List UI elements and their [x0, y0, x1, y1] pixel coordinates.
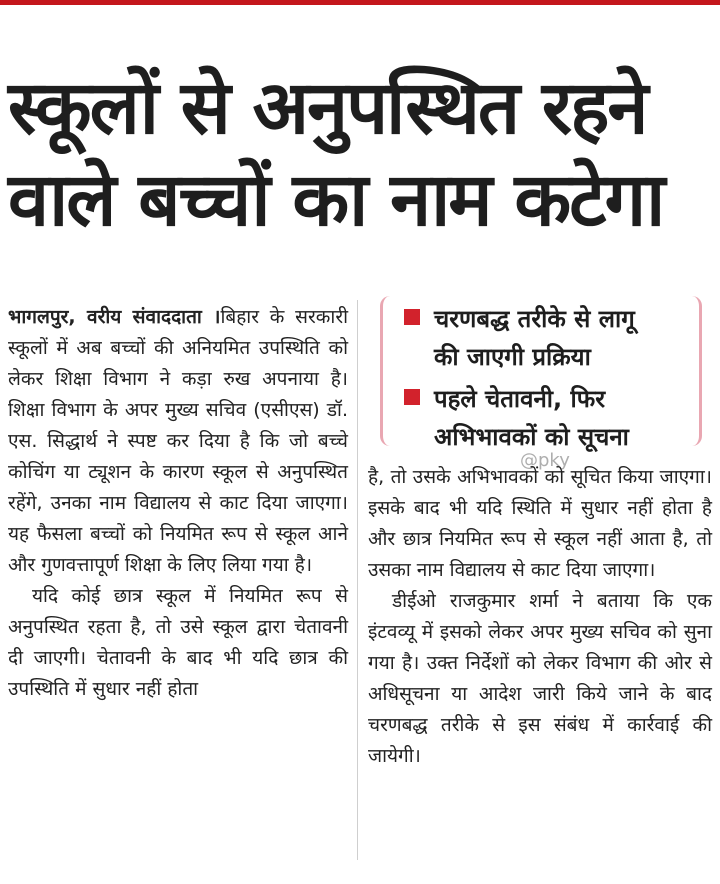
highlight-item-2 [404, 380, 629, 456]
red-square-bullet-icon [404, 389, 420, 405]
red-square-bullet-icon [404, 309, 420, 325]
highlight-1-line-2: की जाएगी प्रक्रिया [434, 343, 591, 371]
highlight-2-line-1: पहले चेतावनी, फिर [434, 385, 606, 413]
watermark: @pky [520, 450, 570, 471]
bracket-left [380, 296, 391, 446]
dateline: भागलपुर, वरीय संवाददाता । [8, 306, 221, 328]
article-paragraph-1 [8, 302, 348, 581]
highlight-item-1 [404, 300, 635, 376]
headline-line-1: स्कूलों से अनुपस्थित रहने [8, 65, 647, 151]
article-paragraph-2-continued: है, तो उसके अभिभावकों को सूचित किया जाएगा। इसके बाद भी यदि स्थिति में सुधार नहीं होता है और छात्र नियमित रूप से स्कूल नहीं आता है, तो उसका नाम विद्यालय से काट दिया जाएगा। [368, 466, 712, 581]
column-divider [357, 300, 358, 860]
headline [8, 62, 712, 246]
bracket-right [691, 296, 702, 446]
paragraph-1-text: बिहार के सरकारी स्कूलों में अब बच्चों की अनियमित उपस्थिति को लेकर शिक्षा विभाग ने कड़ा रुख अपनाया है। शिक्षा विभाग के अपर मुख्य सचिव (एसीएस) डॉ. एस. सिद्धार्थ ने स्पष्ट कर दिया है कि जो बच्चे कोचिंग या ट्यूशन के कारण स्कूल से अनुपस्थित रहेंगे, उनका नाम विद्यालय से काट दिया जाएगा। यह फैसला बच्चों को नियमित रूप से स्कूल आने और गुणवत्तापूर्ण शिक्षा के लिए लिया गया है। [8, 306, 349, 576]
highlight-2-line-2: अभिभावकों को सूचना [434, 423, 629, 451]
article-left-column [8, 302, 348, 705]
article-right-column [368, 462, 712, 772]
headline-line-2: वाले बच्चों का नाम कटेगा [8, 157, 664, 243]
highlight-1-line-1: चरणबद्ध तरीके से लागू [434, 305, 635, 333]
article-paragraph-3: डीईओ राजकुमार शर्मा ने बताया कि एक इंटवव्यू में इसको लेकर अपर मुख्य सचिव को सुना गया है। उक्त निर्देशों को लेकर विभाग की ओर से अधिसूचना या आदेश जारी किये जाने के बाद चरणबद्ध तरीके से इस संबंध में कार्रवाई की जायेगी। [368, 590, 712, 767]
highlight-box [380, 296, 702, 456]
article-paragraph-2: यदि कोई छात्र स्कूल में नियमित रूप से अनुपस्थित रहता है, तो उसे स्कूल द्वारा चेतावनी दी जाएगी। चेतावनी के बाद भी यदि छात्र की उपस्थिति में सुधार नहीं होता [8, 585, 348, 700]
top-rule [0, 0, 720, 5]
